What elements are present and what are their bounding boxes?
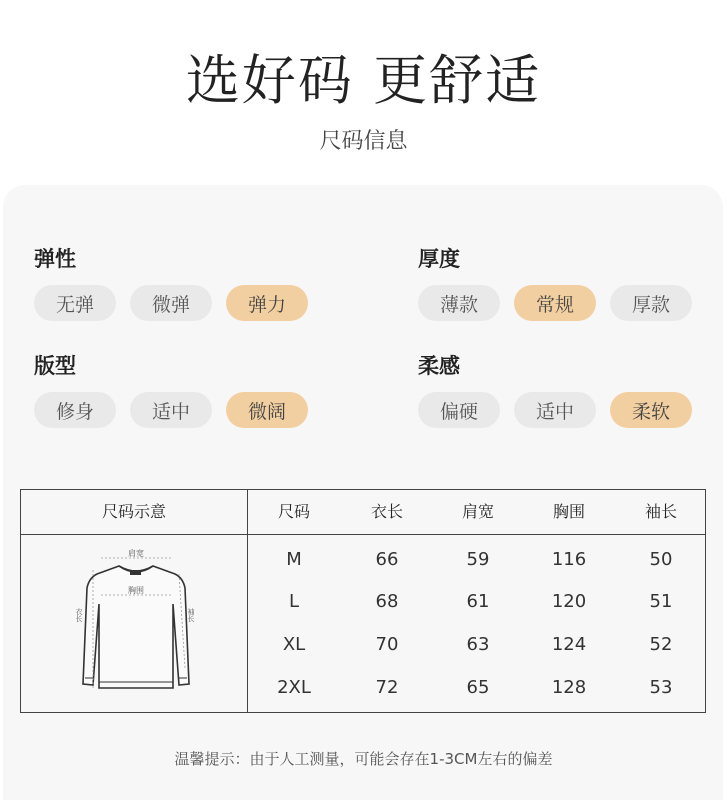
measurement-note: 温馨提示：由于人工测量，可能会存在1-3CM左右的偏差 bbox=[174, 750, 553, 768]
table-cell: 59 bbox=[466, 549, 490, 570]
sweater-diagram-icon bbox=[75, 548, 195, 698]
fit-group bbox=[34, 350, 308, 428]
softness-option: 偏硬 bbox=[418, 392, 500, 428]
table-cell-size: 2XL bbox=[277, 677, 311, 698]
table-cell: 68 bbox=[375, 591, 399, 612]
diagram-label-chest: 胸围 bbox=[128, 586, 144, 595]
softness-option: 适中 bbox=[514, 392, 596, 428]
elasticity-label: 弹性 bbox=[34, 247, 76, 271]
softness-option-selected: 柔软 bbox=[610, 392, 692, 428]
softness-group bbox=[418, 350, 692, 428]
table-cell: 52 bbox=[649, 634, 673, 655]
table-cell: 61 bbox=[466, 591, 490, 612]
thickness-label: 厚度 bbox=[418, 247, 460, 271]
column-header: 肩宽 bbox=[461, 502, 494, 521]
column-header: 袖长 bbox=[644, 502, 677, 521]
fit-option-selected: 微阔 bbox=[226, 392, 308, 428]
elasticity-option: 微弹 bbox=[130, 285, 212, 321]
table-cell: 50 bbox=[649, 549, 673, 570]
diagram-header: 尺码示意 bbox=[101, 502, 166, 521]
size-table bbox=[20, 489, 706, 713]
diagram-label-shoulder: 肩宽 bbox=[128, 549, 144, 558]
table-cell: 51 bbox=[649, 591, 673, 612]
table-cell-size: XL bbox=[282, 634, 306, 655]
table-cell: 65 bbox=[466, 677, 490, 698]
table-cell: 120 bbox=[551, 591, 587, 612]
thickness-option: 厚款 bbox=[610, 285, 692, 321]
diagram-label-length: 衣长 bbox=[75, 608, 83, 622]
fit-label: 版型 bbox=[34, 354, 76, 378]
thickness-option: 薄款 bbox=[418, 285, 500, 321]
table-cell: 63 bbox=[466, 634, 490, 655]
table-cell: 72 bbox=[375, 677, 399, 698]
elasticity-group bbox=[34, 243, 308, 321]
column-header: 尺码 bbox=[277, 502, 310, 521]
table-divider bbox=[247, 490, 248, 712]
page-subtitle: 尺码信息 bbox=[319, 129, 408, 154]
table-cell: 70 bbox=[375, 634, 399, 655]
table-cell: 124 bbox=[551, 634, 587, 655]
thickness-group bbox=[418, 243, 692, 321]
column-header: 衣长 bbox=[370, 502, 403, 521]
diagram-label-sleeve: 袖长 bbox=[187, 608, 195, 622]
elasticity-option: 无弹 bbox=[34, 285, 116, 321]
table-cell: 66 bbox=[375, 549, 399, 570]
column-header: 胸围 bbox=[552, 502, 585, 521]
fit-option: 适中 bbox=[130, 392, 212, 428]
table-cell: 128 bbox=[551, 677, 587, 698]
thickness-option-selected: 常规 bbox=[514, 285, 596, 321]
fit-option: 修身 bbox=[34, 392, 116, 428]
softness-label: 柔感 bbox=[418, 354, 460, 378]
elasticity-option-selected: 弹力 bbox=[226, 285, 308, 321]
table-cell-size: L bbox=[288, 591, 300, 612]
table-cell-size: M bbox=[286, 549, 302, 570]
table-cell: 116 bbox=[551, 549, 587, 570]
page-title: 选好码 更舒适 bbox=[185, 49, 542, 112]
table-cell: 53 bbox=[649, 677, 673, 698]
